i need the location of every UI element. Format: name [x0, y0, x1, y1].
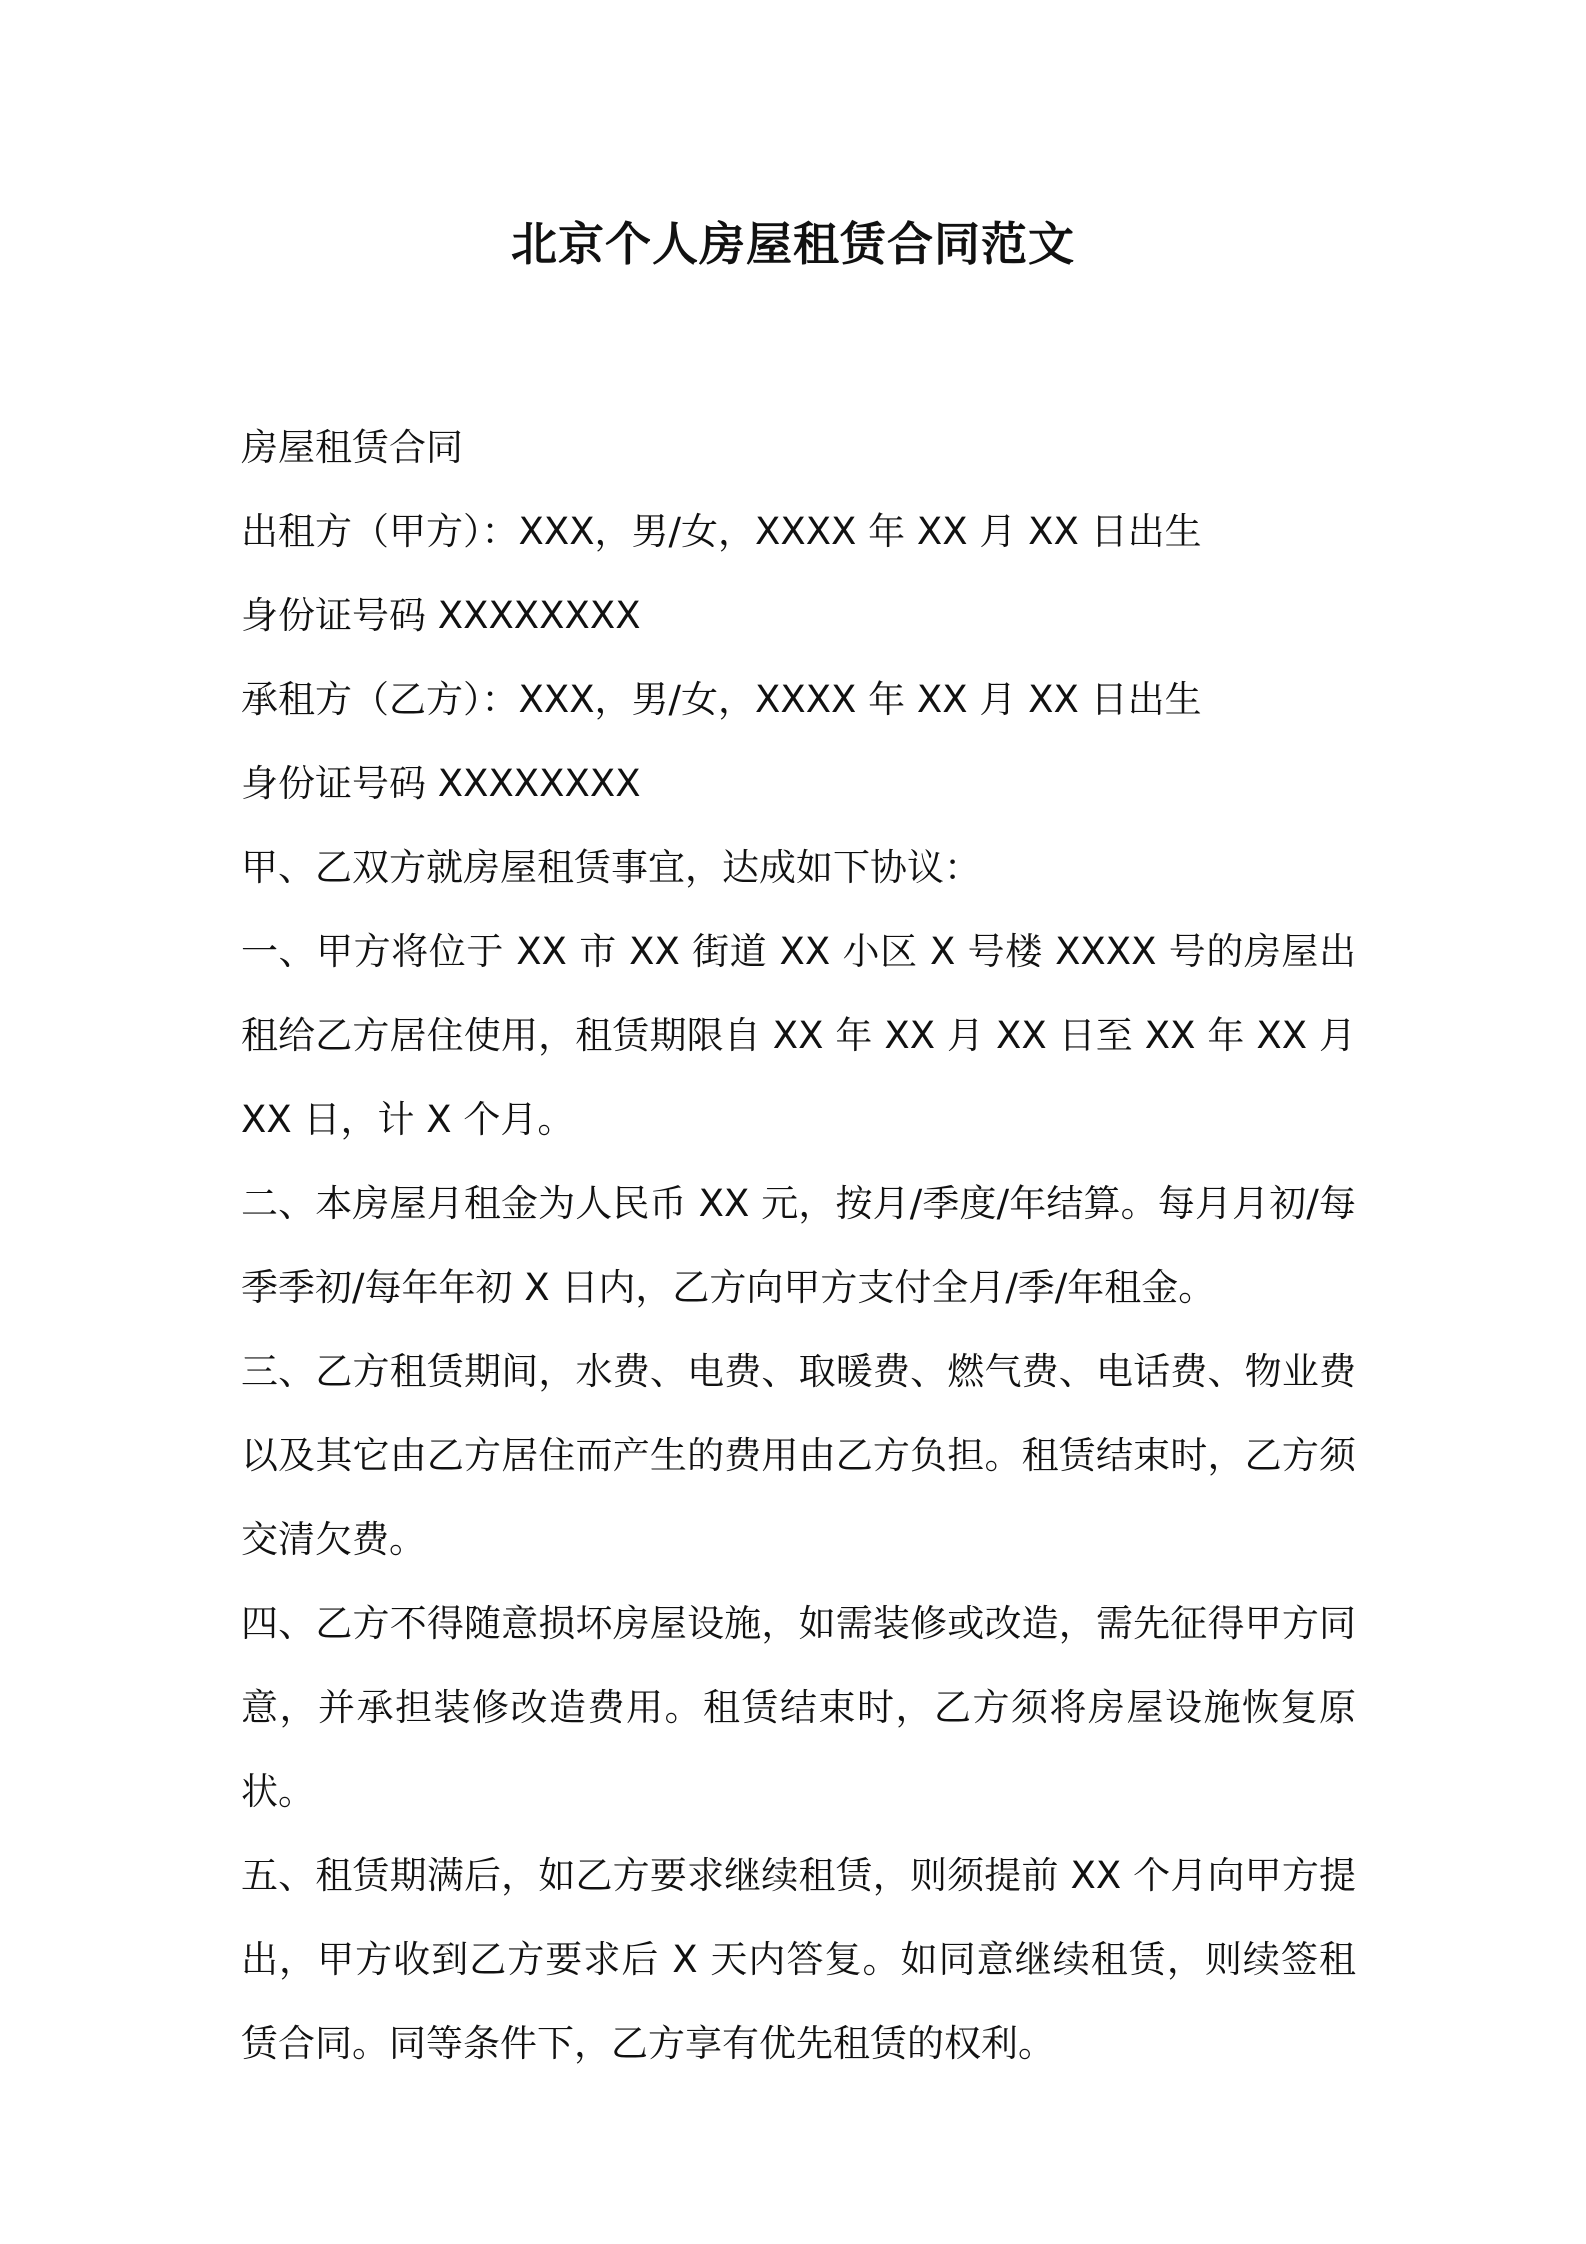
clause-5: 五、租赁期满后，如乙方要求继续租赁，则须提前 XX 个月向甲方提出，甲方收到乙方要求后 X 天内答复。如同意继续租赁，则续签租赁合同。同等条件下，乙方享有优先租赁的权利。: [241, 1854, 1356, 2065]
document-body: [241, 406, 1356, 2086]
lessee-id-number: 身份证号码 XXXXXXXX: [241, 762, 641, 805]
document-title: 北京个人房屋租赁合同范文: [511, 217, 1075, 271]
clause-4: 四、乙方不得随意损坏房屋设施，如需装修或改造，需先征得甲方同意，并承担装修改造费用。租赁结束时，乙方须将房屋设施恢复原状。: [241, 1602, 1356, 1813]
agreement-intro: 甲、乙双方就房屋租赁事宜，达成如下协议：: [241, 846, 981, 889]
contract-heading: 房屋租赁合同: [241, 426, 463, 469]
lessor-info: 出租方（甲方）：XXX，男/女，XXXX 年 XX 月 XX 日出生: [241, 510, 1202, 553]
clause-2: 二、本房屋月租金为人民币 XX 元，按月/季度/年结算。每月月初/每季季初/每年年初 X 日内，乙方向甲方支付全月/季/年租金。: [241, 1182, 1356, 1309]
clause-1: 一、甲方将位于 XX 市 XX 街道 XX 小区 X 号楼 XXXX 号的房屋出租给乙方居住使用，租赁期限自 XX 年 XX 月 XX 日至 XX 年 XX 月 XX 日，计 X 个月。: [241, 930, 1356, 1141]
lessor-id-number: 身份证号码 XXXXXXXX: [241, 594, 641, 637]
clause-3: 三、乙方租赁期间，水费、电费、取暖费、燃气费、电话费、物业费以及其它由乙方居住而产生的费用由乙方负担。租赁结束时，乙方须交清欠费。: [241, 1350, 1356, 1561]
lessee-info: 承租方（乙方）：XXX，男/女，XXXX 年 XX 月 XX 日出生: [241, 678, 1202, 721]
